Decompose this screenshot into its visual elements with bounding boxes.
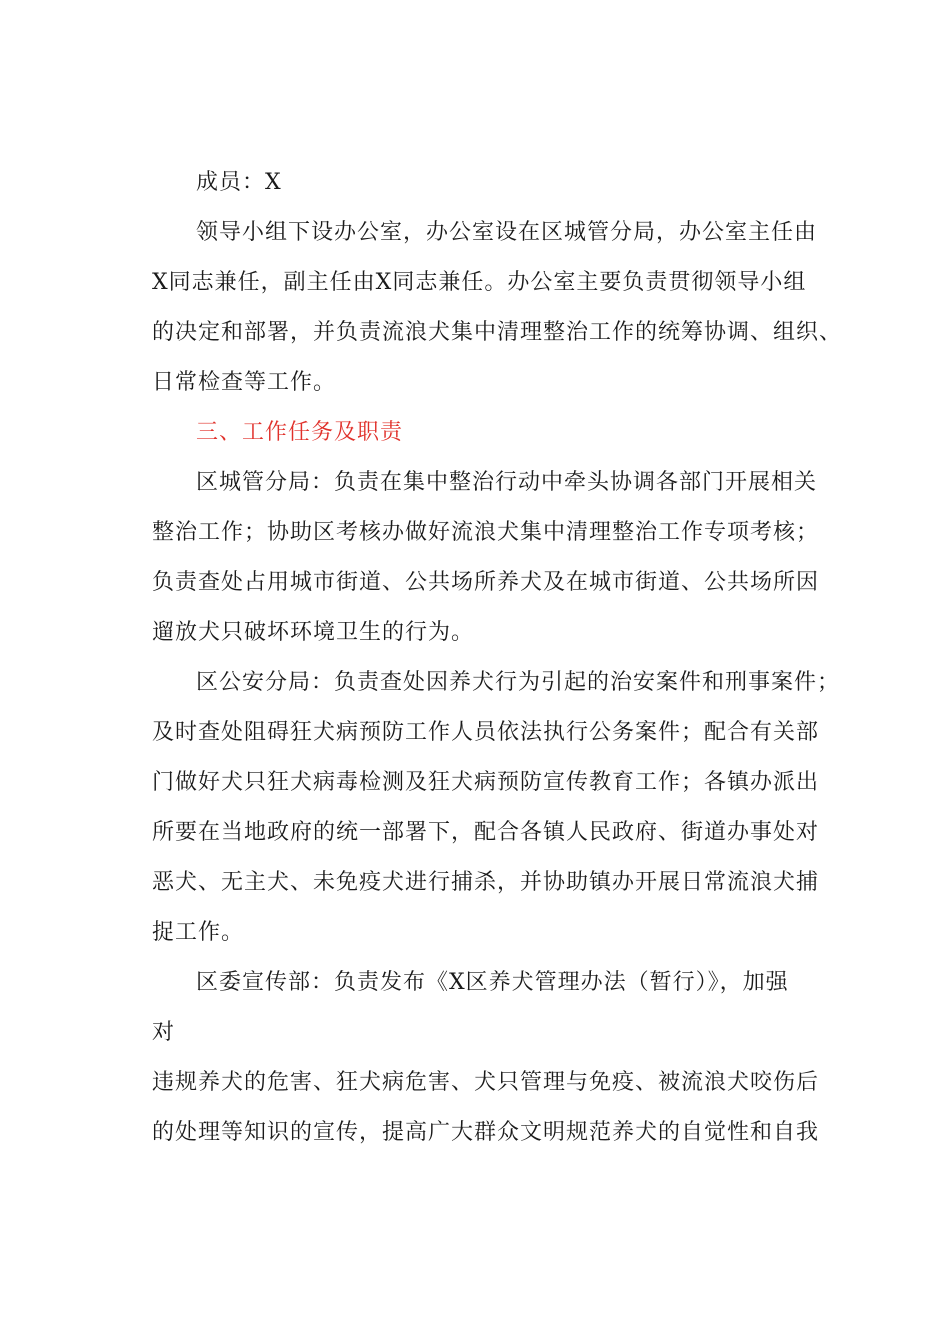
police-paragraph-line-1: 区公安分局：负责查处因养犬行为引起的治安案件和刑事案件； <box>196 670 841 695</box>
police-paragraph-line-5: 恶犬、无主犬、未免疫犬进行捕杀，并协助镇办开展日常流浪犬捕 <box>152 870 820 895</box>
office-paragraph-line-1: 领导小组下设办公室，办公室设在区城管分局，办公室主任由 <box>196 220 818 245</box>
publicity-paragraph-line-4: 的处理等知识的宣传，提高广大群众文明规范养犬的自觉性和自我 <box>152 1120 820 1145</box>
publicity-paragraph-line-3: 违规养犬的危害、狂犬病危害、犬只管理与免疫、被流浪犬咬伤后 <box>152 1070 820 1095</box>
police-paragraph-line-3: 门做好犬只狂犬病毒检测及狂犬病预防宣传教育工作；各镇办派出 <box>152 770 820 795</box>
police-paragraph-line-6: 捉工作。 <box>152 920 245 945</box>
publicity-paragraph-line-1: 区委宣传部：负责发布《X区养犬管理办法（暂行）》，加强 <box>196 970 789 995</box>
publicity-paragraph-line-2: 对 <box>152 1020 176 1045</box>
urban-mgmt-paragraph-line-3: 负责查处占用城市街道、公共场所养犬及在城市街道、公共场所因 <box>152 570 820 595</box>
urban-mgmt-paragraph-line-1: 区城管分局：负责在集中整治行动中牵头协调各部门开展相关 <box>196 470 818 495</box>
police-paragraph-line-4: 所要在当地政府的统一部署下，配合各镇人民政府、街道办事处对 <box>152 820 820 845</box>
urban-mgmt-paragraph-line-4: 遛放犬只破坏环境卫生的行为。 <box>152 620 475 645</box>
members-line: 成员：X <box>196 170 282 195</box>
office-paragraph-line-2: X同志兼任，副主任由X同志兼任。办公室主要负责贯彻领导小组 <box>152 270 807 295</box>
office-paragraph-line-4: 日常检查等工作。 <box>152 370 337 395</box>
section-heading: 三、工作任务及职责 <box>196 420 404 445</box>
police-paragraph-line-2: 及时查处阻碍狂犬病预防工作人员依法执行公务案件；配合有关部 <box>152 720 820 745</box>
urban-mgmt-paragraph-line-2: 整治工作；协助区考核办做好流浪犬集中清理整治工作专项考核； <box>152 520 820 545</box>
office-paragraph-line-3: 的决定和部署，并负责流浪犬集中清理整治工作的统筹协调、组织、 <box>152 320 843 345</box>
